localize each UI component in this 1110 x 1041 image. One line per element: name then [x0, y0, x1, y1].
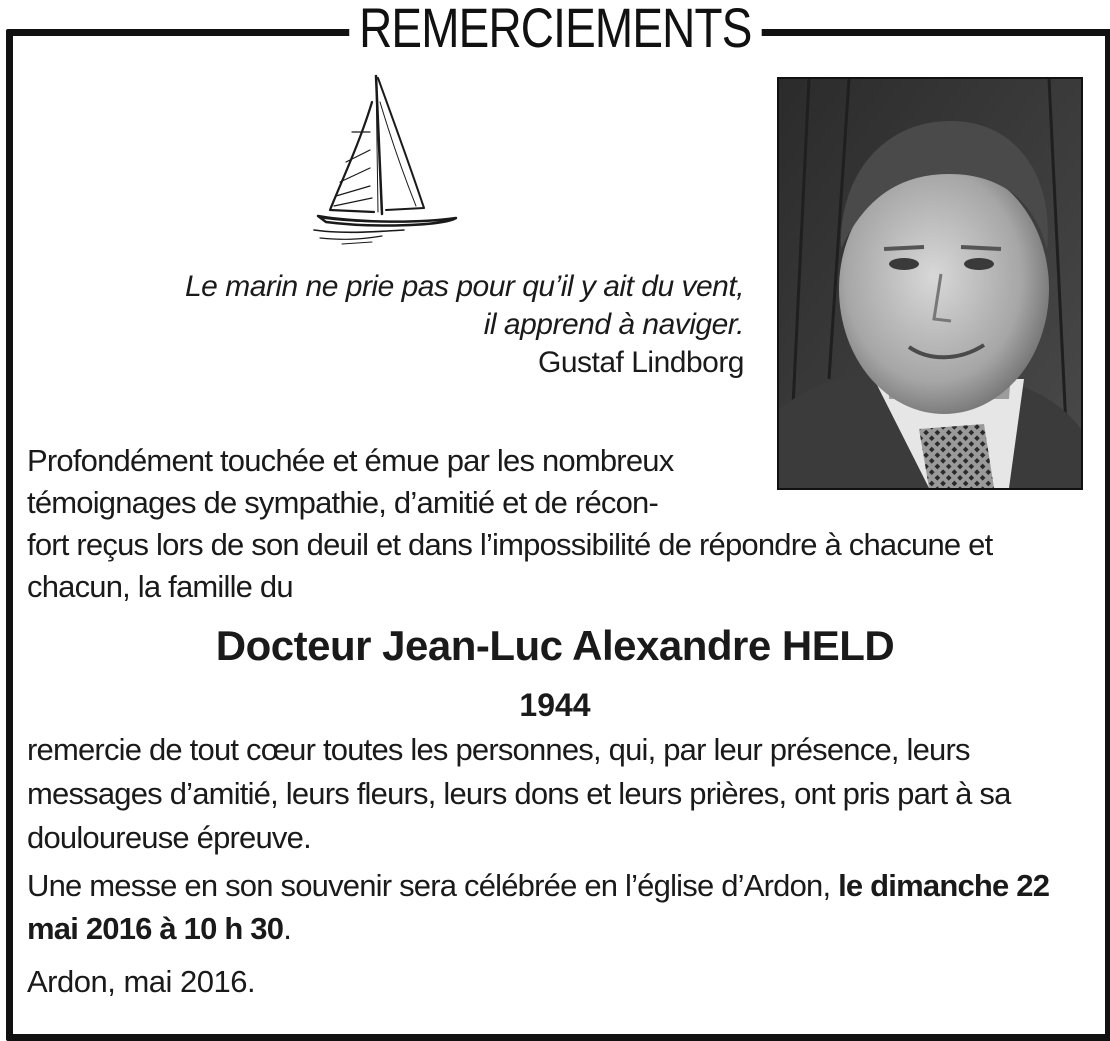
intro-paragraph [27, 440, 1087, 608]
mass-paragraph [27, 864, 1087, 950]
intro-line: témoignages de sympathie, d’amitié et de récon- [27, 485, 658, 520]
portrait-photo [777, 77, 1083, 490]
mass-end: . [283, 911, 292, 946]
deceased-year: 1944 [519, 687, 591, 723]
notice-title-text: REMERCIEMENTS [349, 0, 761, 60]
sailboat-icon [312, 72, 462, 247]
intro-line: Profondément touchée et émue par les nombreux [27, 443, 674, 478]
quote-line: Le marin ne prie pas pour qu’il y ait du vent, [185, 270, 744, 303]
mass-date: le dimanche 22 mai 2016 à 10 h 30 [27, 868, 1050, 946]
notice-title [0, 0, 1110, 60]
quote-line: il apprend à naviger. [483, 308, 744, 341]
deceased-name: Docteur Jean-Luc Alexandre HELD [215, 622, 895, 669]
mass-text: Une messe en son souvenir sera célébrée en l’église d’Ardon, [27, 868, 831, 903]
place-date: Ardon, mai 2016. [27, 964, 256, 999]
intro-line: fort reçus lors de son deuil et dans l’impossibilité de répondre à chacune et chacun, la famille du [27, 527, 993, 604]
quote-author: Gustaf Lindborg [538, 346, 744, 379]
thanks-paragraph: remercie de tout cœur toutes les personnes, qui, par leur présence, leurs messages d’amitié, leurs fleurs, leurs dons et leurs prières, ont pris part à sa douloureuse épreuve. [27, 732, 1011, 855]
epigraph-quote [185, 268, 744, 382]
